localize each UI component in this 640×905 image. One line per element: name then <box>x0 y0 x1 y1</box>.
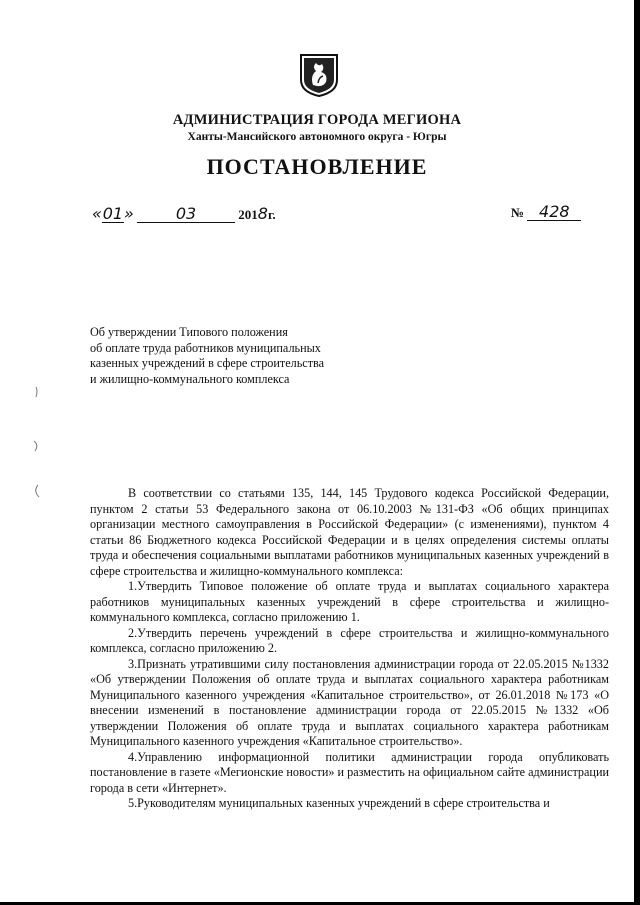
document-body <box>90 486 609 812</box>
date-year-suffix: 8 <box>257 204 268 223</box>
number-label: № <box>511 205 525 220</box>
city-coat-of-arms-icon <box>298 52 340 98</box>
document-number <box>511 204 581 221</box>
margin-marks <box>30 385 50 505</box>
scan-edge-right <box>634 0 640 905</box>
organization-name: АДМИНИСТРАЦИЯ ГОРОДА МЕГИОНА <box>172 112 462 128</box>
document-type-heading: ПОСТАНОВЛЕНИЕ <box>206 154 428 179</box>
body-paragraph: 3.Признать утратившими силу постановления администрации города от 22.05.2015 №1332 «Об утверждении Положения об оплате труда и выплатах социального характера работникам Муниципального казенного учреждения «Капитальное строительство», от 26.01.2018 №173 «О внесении изменений в постановление администрации города от 22.05.2015 №1332 «Об утверждении Положения об оплате труда и выплатах социального характера работникам Муниципального казенного учреждения «Капитальное строительство». <box>90 656 609 748</box>
date-quote-open: « <box>92 204 102 223</box>
title-line: Об утверждении Типового положения <box>90 325 288 339</box>
date-day: 01 <box>102 204 124 223</box>
title-line: и жилищно-коммунального комплекса <box>90 371 290 386</box>
body-paragraph: 2.Утвердить перечень учреждений в сфере строительства и жилищно-коммунального комплекса, согласно приложению 2. <box>90 625 609 655</box>
body-paragraph: 1.Утвердить Типовое положение об оплате труда и выплатах социального характера работников муниципальных казенных учреждений в сфере строительства и жилищно-коммунального комплекса, согласно приложению 1. <box>90 579 609 624</box>
date-quote-close: » <box>123 204 134 223</box>
body-paragraph: 4.Управлению информационной политики администрации города опубликовать постановление в газете «Мегионские новости» и разместить на официальном сайте администрации города в сети «Интернет». <box>90 749 609 795</box>
document-date <box>92 204 276 223</box>
organization-region: Ханты-Мансийского автономного округа - Югры <box>187 131 447 143</box>
body-paragraph: 5.Руководителям муниципальных казенных учреждений в сфере строительства и <box>128 796 550 810</box>
date-year-end: г. <box>267 207 276 222</box>
number-value: 428 <box>527 204 581 221</box>
document-title <box>90 325 324 387</box>
body-paragraph: В соответствии со статьями 135, 144, 145 Трудового кодекса Российской Федерации, пунктом 2 статьи 53 Федерального закона от 06.10.2003 №131-ФЗ «Об общих принципах организации местного самоуправления в Российской Федерации» (с изменениями), пунктом 4 статьи 86 Бюджетного кодекса Российской Федерации и в целях определения системы оплаты труда и обеспечения социальными выплатами работников муниципальных казенных учреждений в сфере строительства и жилищно-коммунального комплекса: <box>90 486 609 578</box>
title-line: об оплате труда работников муниципальных <box>90 340 321 355</box>
title-line: казенных учреждений в сфере строительства <box>90 356 325 370</box>
date-month: 03 <box>137 206 235 223</box>
date-year-prefix: 201 <box>238 207 258 222</box>
